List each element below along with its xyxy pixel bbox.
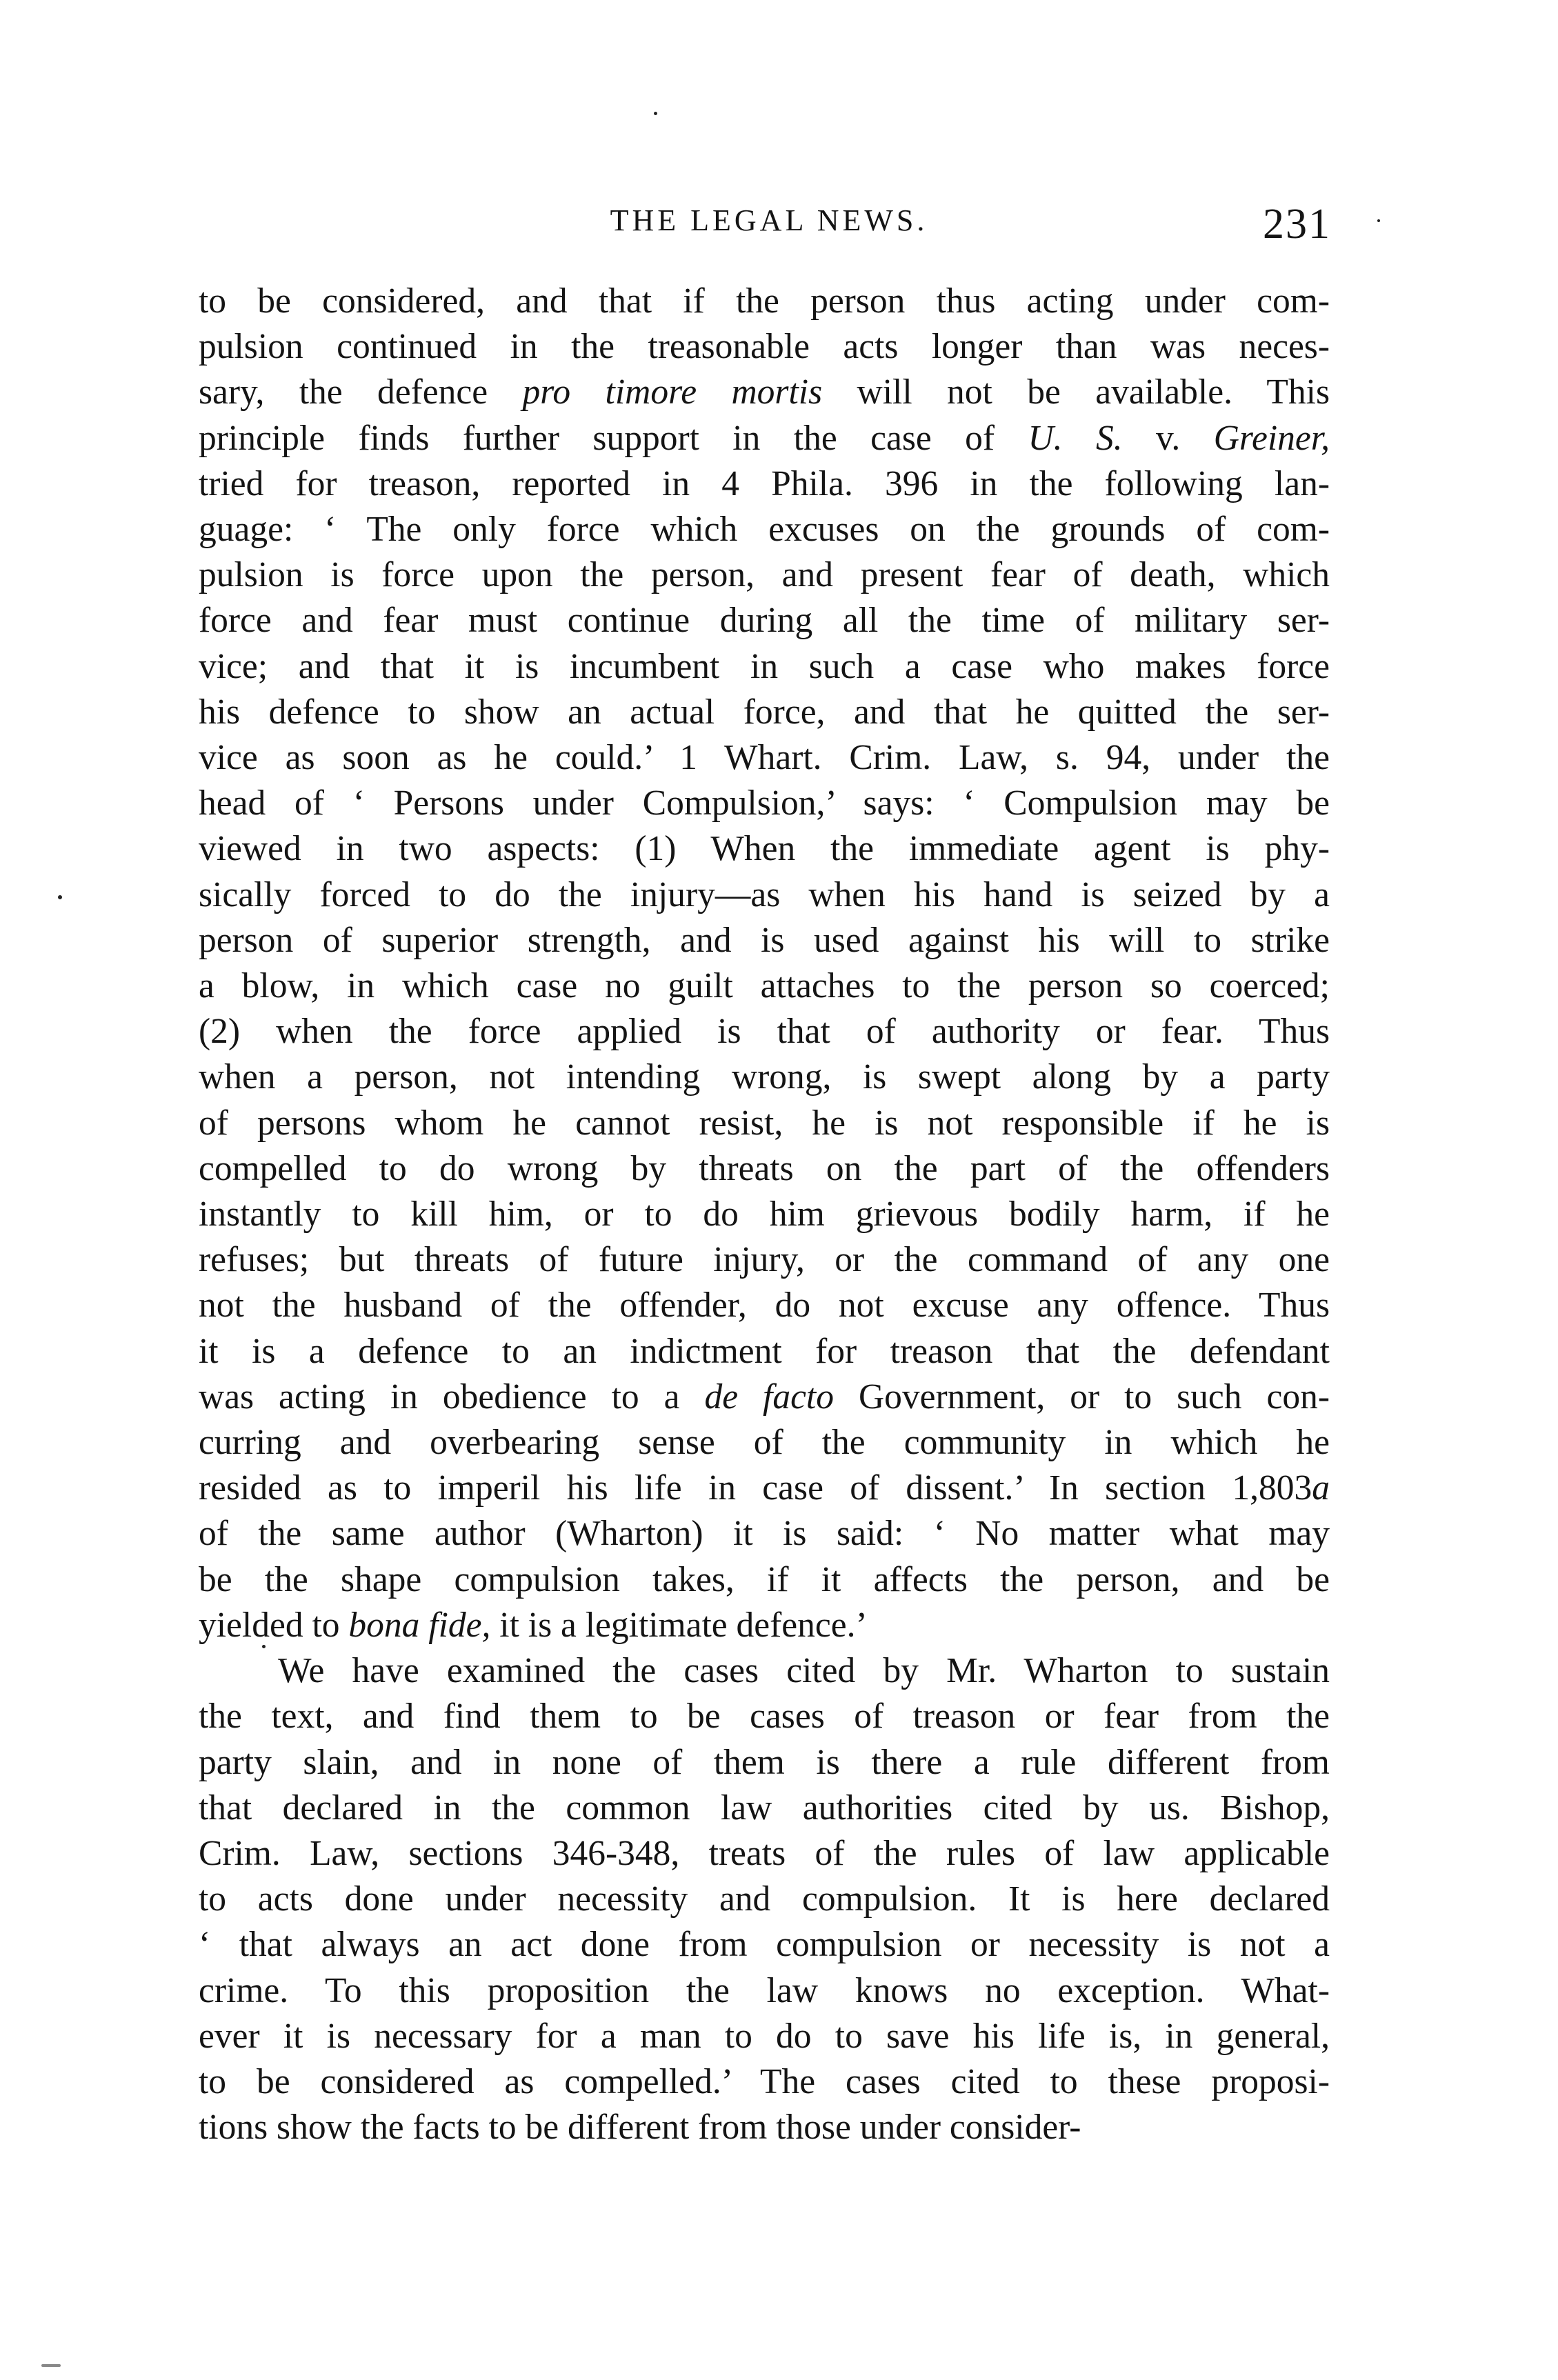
text-line: ‘ that always an act done from compulsion or necessity is not a [199, 1925, 1330, 1965]
text-line: was acting in obedience to a de facto Government, or to such con- [199, 1377, 1330, 1417]
text-line: sically forced to do the injury—as when his hand is seized by a [199, 874, 1330, 914]
text-line: it is a defence to an indictment for treason that the defendant [199, 1331, 1330, 1371]
text-line: tried for treason, reported in 4 Phila. 396 in the following lan- [199, 463, 1330, 503]
body-text [199, 279, 1330, 2150]
text-line: of persons whom he cannot resist, he is not responsible if he is [199, 1103, 1330, 1143]
text-line: refuses; but threats of future injury, or the command of any one [199, 1240, 1330, 1280]
page-number: 231 [1263, 201, 1331, 248]
text-line: crime. To this proposition the law knows no exception. What- [199, 1970, 1330, 2010]
text-line: vice as soon as he could.’ 1 Whart. Crim. Law, s. 94, under the [199, 738, 1330, 778]
running-title: THE LEGAL NEWS. [610, 203, 928, 237]
text-line: Crim. Law, sections 346-348, treats of the rules of law applicable [199, 1833, 1330, 1873]
text-line: his defence to show an actual force, and that he quitted the ser- [199, 692, 1330, 732]
text-line: vice; and that it is incumbent in such a case who makes force [199, 646, 1330, 686]
text-line: pulsion continued in the treasonable acts longer than was neces- [199, 327, 1330, 367]
text-line: the text, and find them to be cases of treason or fear from the [199, 1697, 1330, 1737]
text-line: principle finds further support in the case of U. S. v. Greiner, [199, 418, 1330, 458]
text-line: resided as to imperil his life in case of dissent.’ In section 1,803a [199, 1468, 1330, 1508]
text-line: pulsion is force upon the person, and present fear of death, which [199, 555, 1330, 595]
text-line: not the husband of the offender, do not excuse any offence. Thus [199, 1286, 1330, 1326]
paragraph-2 [199, 1648, 1330, 2150]
paragraph-1 [199, 279, 1330, 1648]
text-line: be the shape compulsion takes, if it affects the person, and be [199, 1559, 1330, 1599]
text-line: viewed in two aspects: (1) When the immediate agent is phy- [199, 829, 1330, 869]
text-line: (2) when the force applied is that of authority or fear. Thus [199, 1012, 1330, 1052]
scan-speck [654, 112, 657, 115]
text-line: of the same author (Wharton) it is said: ‘ No matter what may [199, 1514, 1330, 1554]
text-line: tions show the facts to be different from those under consider- [199, 2108, 1081, 2148]
scan-speck [1377, 219, 1380, 222]
text-line: compelled to do wrong by threats on the part of the offenders [199, 1148, 1330, 1188]
scan-speck [41, 2364, 61, 2367]
text-line: person of superior strength, and is used against his will to strike [199, 920, 1330, 960]
text-line: head of ‘ Persons under Compulsion,’ says: ‘ Compulsion may be [199, 783, 1330, 823]
text-line: We have examined the cases cited by Mr. Wharton to sustain [278, 1651, 1330, 1691]
text-line: party slain, and in none of them is there a rule different from [199, 1742, 1330, 1782]
text-line: a blow, in which case no guilt attaches to the person so coerced; [199, 966, 1330, 1006]
text-line: that declared in the common law authorities cited by us. Bishop, [199, 1788, 1330, 1828]
text-line: when a person, not intending wrong, is swept along by a party [199, 1057, 1330, 1097]
text-line: to acts done under necessity and compulsion. It is here declared [199, 1879, 1330, 1919]
text-line: force and fear must continue during all the time of military ser- [199, 601, 1330, 641]
scan-speck [58, 895, 62, 899]
scan-speck [262, 1645, 266, 1648]
text-line: to be considered, and that if the person thus acting under com- [199, 281, 1330, 321]
text-line: sary, the defence pro timore mortis will not be available. This [199, 372, 1330, 412]
text-line: ever it is necessary for a man to do to save his life is, in general, [199, 2016, 1330, 2056]
text-line: yielded to bona fide, it is a legitimate defence.’ [199, 1605, 868, 1645]
text-line: instantly to kill him, or to do him grievous bodily harm, if he [199, 1194, 1330, 1234]
page-header [207, 200, 1331, 248]
text-line: to be considered as compelled.’ The cases cited to these proposi- [199, 2061, 1330, 2101]
text-line: curring and overbearing sense of the community in which he [199, 1423, 1330, 1463]
text-line: guage: ‘ The only force which excuses on the grounds of com- [199, 510, 1330, 550]
